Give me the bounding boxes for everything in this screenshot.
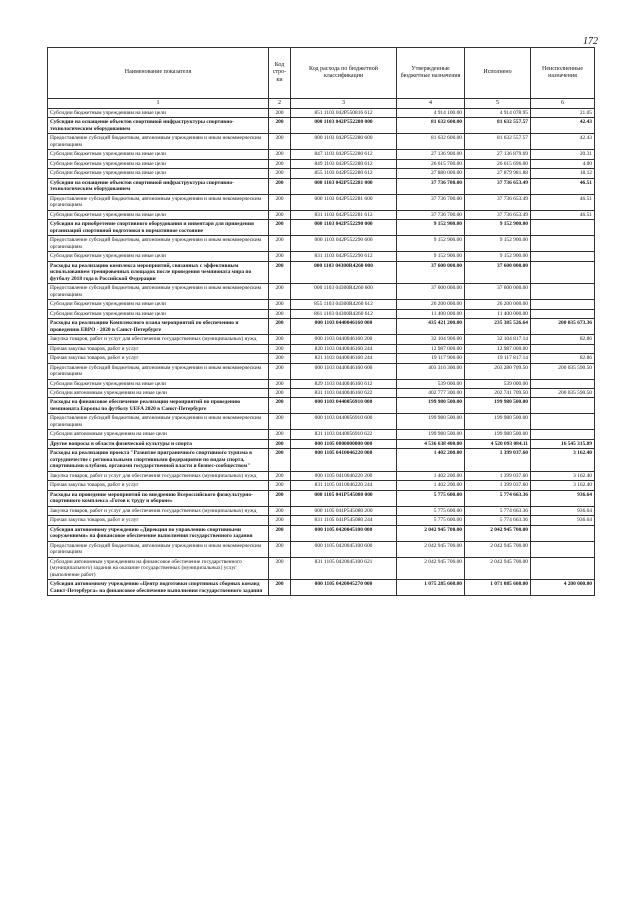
- header-approved: Утвержденные бюджетные назначения: [397, 48, 465, 99]
- table-row: [48, 118, 595, 134]
- row-executed: 11 400 000.00: [465, 309, 531, 318]
- row-approved: 402 777 300.00: [397, 388, 465, 397]
- row-line-code: 200: [269, 541, 291, 557]
- row-approved: 9 152 900.00: [397, 236, 465, 252]
- row-name: Субсидии бюджетным учреждениям на иные цели: [48, 150, 269, 159]
- table-row: [48, 363, 595, 379]
- row-executed: 2 042 945 700.00: [465, 541, 531, 557]
- row-executed: 2 042 945 700.00: [465, 557, 531, 579]
- row-classification-code: 000 1103 042P552290 000: [291, 220, 397, 236]
- row-classification-code: 000 1105 0000000000 000: [291, 439, 397, 448]
- row-unexecuted: 200 035 590.50: [531, 388, 595, 397]
- row-line-code: 200: [269, 379, 291, 388]
- table-row: [48, 134, 595, 150]
- row-executed: 539 000.00: [465, 379, 531, 388]
- row-executed: 27 879 981.88: [465, 169, 531, 178]
- column-number: 3: [291, 99, 397, 109]
- row-approved: 1 402 200.00: [397, 481, 465, 490]
- row-classification-code: 849 1103 042P552280 612: [291, 159, 397, 168]
- row-name: Субсидии бюджетным учреждениям на иные цели: [48, 379, 269, 388]
- row-executed: 37 736 653.49: [465, 178, 531, 194]
- row-name: Предоставление субсидий бюджетным, автономным учреждениям и иным некоммерческим организациям: [48, 284, 269, 300]
- row-line-code: 200: [269, 309, 291, 318]
- row-approved: 37 736 700.00: [397, 194, 465, 210]
- row-name: Субсидия на приобретение спортивного оборудования и инвентаря для приведения организаций спортивной подготовки в нормативное состояние: [48, 220, 269, 236]
- row-line-code: 200: [269, 516, 291, 525]
- row-classification-code: 851 1103 042P550816 612: [291, 109, 397, 118]
- row-classification-code: 000 1105 0410046220 200: [291, 471, 397, 480]
- row-line-code: 200: [269, 220, 291, 236]
- row-line-code: 200: [269, 159, 291, 168]
- row-unexecuted: [531, 398, 595, 414]
- table-row: [48, 414, 595, 430]
- row-executed: 1 399 037.60: [465, 481, 531, 490]
- row-line-code: 200: [269, 481, 291, 490]
- table-row: [48, 471, 595, 480]
- table-row: [48, 150, 595, 159]
- row-line-code: 200: [269, 109, 291, 118]
- table-row: [48, 309, 595, 318]
- row-line-code: 200: [269, 414, 291, 430]
- row-executed: 37 736 653.49: [465, 194, 531, 210]
- row-line-code: 200: [269, 525, 291, 541]
- row-unexecuted: 936.64: [531, 490, 595, 506]
- table-row: [48, 220, 595, 236]
- row-name: Закупка товаров, работ и услуг для обеспечения государственных (муниципальных) нужд: [48, 471, 269, 480]
- row-name: Расходы на финансовое обеспечение реализации мероприятий по проведению чемпионата Европы по футболу UEFA 2020 в Санкт-Петербурге: [48, 398, 269, 414]
- row-approved: 2 042 945 700.00: [397, 525, 465, 541]
- row-name: Предоставление субсидий бюджетным, автономным учреждениям и иным некоммерческим организациям: [48, 363, 269, 379]
- row-line-code: 200: [269, 134, 291, 150]
- row-line-code: 200: [269, 261, 291, 283]
- row-name: Субсидии автономным учреждениям на иные цели: [48, 430, 269, 439]
- row-line-code: 200: [269, 284, 291, 300]
- row-approved: 5 775 600.00: [397, 490, 465, 506]
- row-classification-code: 831 1105 0420045100 621: [291, 557, 397, 579]
- row-unexecuted: [531, 284, 595, 300]
- row-name: Субсидии бюджетным учреждениям на иные цели: [48, 252, 269, 261]
- row-line-code: 200: [269, 178, 291, 194]
- row-approved: 12 987 000.00: [397, 344, 465, 353]
- table-row: [48, 300, 595, 309]
- row-executed: 2 042 945 700.00: [465, 525, 531, 541]
- row-classification-code: 000 1103 0440056910 600: [291, 414, 397, 430]
- table-row: [48, 398, 595, 414]
- row-line-code: 200: [269, 557, 291, 579]
- row-approved: 37 600 000.00: [397, 284, 465, 300]
- column-number: 1: [48, 99, 269, 109]
- row-name: Субсидии на оснащение объектов спортивной инфраструктуры спортивно-технологическим оборудованием: [48, 118, 269, 134]
- row-unexecuted: [531, 541, 595, 557]
- row-name: Субсидии бюджетным учреждениям на иные цели: [48, 300, 269, 309]
- row-executed: 235 385 526.64: [465, 319, 531, 335]
- table-row: [48, 557, 595, 579]
- row-approved: 32 104 900.00: [397, 335, 465, 344]
- row-unexecuted: [531, 261, 595, 283]
- row-classification-code: 000 1103 042P552280 000: [291, 118, 397, 134]
- row-classification-code: 855 1103 04300R4260 612: [291, 300, 397, 309]
- table-row: [48, 379, 595, 388]
- row-executed: 37 736 653.49: [465, 210, 531, 219]
- table-row: [48, 178, 595, 194]
- column-number-row: [48, 99, 595, 109]
- row-executed: 26 200 000.00: [465, 300, 531, 309]
- row-classification-code: 000 1105 041P545080 000: [291, 490, 397, 506]
- row-name: Субсидии на оснащение объектов спортивной инфраструктуры спортивно-технологическим оборудованием: [48, 178, 269, 194]
- row-executed: 19 117 817.14: [465, 354, 531, 363]
- header-unexecuted: Неисполненные назначения: [531, 48, 595, 99]
- row-executed: 1 071 085 600.00: [465, 580, 531, 596]
- table-row: [48, 388, 595, 397]
- table-row: [48, 541, 595, 557]
- table-row: [48, 344, 595, 353]
- row-name: Субсидии автономным учреждениям на финансовое обеспечение государственного (муниципального) задания на оказание государственных (муниципальных) услуг (выполнение работ): [48, 557, 269, 579]
- row-unexecuted: 21.05: [531, 109, 595, 118]
- row-approved: 9 152 900.00: [397, 252, 465, 261]
- row-classification-code: 000 1103 042P552281 000: [291, 178, 397, 194]
- row-unexecuted: 4.00: [531, 159, 595, 168]
- row-unexecuted: 936.64: [531, 516, 595, 525]
- row-executed: 27 136 879.69: [465, 150, 531, 159]
- row-classification-code: 000 1103 042P552280 600: [291, 134, 397, 150]
- row-classification-code: 000 1105 0420045100 600: [291, 541, 397, 557]
- row-executed: 199 980 500.00: [465, 414, 531, 430]
- table-row: [48, 525, 595, 541]
- row-approved: 5 775 600.00: [397, 516, 465, 525]
- row-executed: 1 399 037.60: [465, 449, 531, 471]
- row-classification-code: 831 1103 042P552290 612: [291, 252, 397, 261]
- row-approved: 4 536 638 400.00: [397, 439, 465, 448]
- row-classification-code: 855 1103 042P552280 612: [291, 169, 397, 178]
- row-classification-code: 000 1103 0440046160 600: [291, 363, 397, 379]
- row-name: Предоставление субсидий бюджетным, автономным учреждениям и иным некоммерческим организациям: [48, 194, 269, 210]
- row-classification-code: 000 1103 04300R4260 000: [291, 261, 397, 283]
- row-unexecuted: 82.86: [531, 335, 595, 344]
- row-unexecuted: 46.51: [531, 194, 595, 210]
- row-approved: 9 152 900.00: [397, 220, 465, 236]
- row-approved: 199 980 500.00: [397, 414, 465, 430]
- row-name: Расходы на реализацию комплекса мероприятий, связанных с эффективным использованием тренировочных площадок после проведения чемпионата мира по футболу 2018 года в Российской Федерации: [48, 261, 269, 283]
- row-unexecuted: [531, 300, 595, 309]
- header-classification-code: Код расхода по бюджетной классификации: [291, 48, 397, 99]
- table-row: [48, 210, 595, 219]
- row-classification-code: 831 1105 041P545080 244: [291, 516, 397, 525]
- table-body: [48, 109, 595, 596]
- row-executed: 26 615 696.00: [465, 159, 531, 168]
- row-unexecuted: 200 035 590.50: [531, 363, 595, 379]
- row-classification-code: 000 1103 042P552281 600: [291, 194, 397, 210]
- row-unexecuted: 3 162.40: [531, 471, 595, 480]
- row-line-code: 200: [269, 150, 291, 159]
- row-classification-code: 000 1103 04300R4260 600: [291, 284, 397, 300]
- table-row: [48, 506, 595, 515]
- row-classification-code: 000 1105 041P545080 200: [291, 506, 397, 515]
- row-classification-code: 000 1103 0440046160 200: [291, 335, 397, 344]
- row-classification-code: 831 1103 042P552281 612: [291, 210, 397, 219]
- row-executed: 9 152 900.00: [465, 220, 531, 236]
- row-approved: 4 914 100.00: [397, 109, 465, 118]
- row-line-code: 200: [269, 439, 291, 448]
- row-approved: 2 042 945 700.00: [397, 557, 465, 579]
- row-name: Субсидии бюджетным учреждениям на иные цели: [48, 159, 269, 168]
- row-executed: 81 632 557.57: [465, 134, 531, 150]
- row-line-code: 200: [269, 580, 291, 596]
- row-name: Предоставление субсидий бюджетным, автономным учреждениям и иным некоммерческим организациям: [48, 236, 269, 252]
- row-classification-code: 000 1105 0420045100 000: [291, 525, 397, 541]
- row-line-code: 200: [269, 354, 291, 363]
- row-approved: 1 402 200.00: [397, 471, 465, 480]
- row-unexecuted: 42.43: [531, 118, 595, 134]
- page-number: 172: [583, 36, 598, 47]
- row-unexecuted: 16 545 315.89: [531, 439, 595, 448]
- row-line-code: 200: [269, 388, 291, 397]
- table-row: [48, 335, 595, 344]
- row-name: Расходы на реализацию Комплексного плана мероприятий по обеспечению и проведению ЕВРО - 2020 в Санкт-Петербурге: [48, 319, 269, 335]
- row-name: Закупка товаров, работ и услуг для обеспечения государственных (муниципальных) нужд: [48, 335, 269, 344]
- row-approved: 5 775 600.00: [397, 506, 465, 515]
- row-unexecuted: 20.31: [531, 150, 595, 159]
- column-number: 6: [531, 99, 595, 109]
- row-unexecuted: 3 162.40: [531, 481, 595, 490]
- row-line-code: 200: [269, 398, 291, 414]
- row-line-code: 200: [269, 490, 291, 506]
- header-indicator-name: Наименование показателя: [48, 48, 269, 99]
- table-row: [48, 354, 595, 363]
- row-name: Прочая закупка товаров, работ и услуг: [48, 354, 269, 363]
- row-approved: 37 600 000.00: [397, 261, 465, 283]
- row-approved: 2 042 945 700.00: [397, 541, 465, 557]
- row-executed: 4 914 078.95: [465, 109, 531, 118]
- row-unexecuted: 46.51: [531, 178, 595, 194]
- row-name: Субсидии бюджетным учреждениям на иные цели: [48, 309, 269, 318]
- budget-execution-table: [47, 47, 595, 596]
- column-number: 4: [397, 99, 465, 109]
- header-executed: Исполнено: [465, 48, 531, 99]
- row-classification-code: 000 1105 0420045270 000: [291, 580, 397, 596]
- row-executed: 199 980 500.00: [465, 398, 531, 414]
- row-name: Субсидия автономному учреждению «Дирекция по управлению спортивными сооружениями» на финансовое обеспечение выполнения государственного задания: [48, 525, 269, 541]
- row-name: Субсидии бюджетным учреждениям на иные цели: [48, 210, 269, 219]
- table-row: [48, 516, 595, 525]
- table-row: [48, 109, 595, 118]
- row-classification-code: 831 1105 0410046220 244: [291, 481, 397, 490]
- table-row: [48, 159, 595, 168]
- row-unexecuted: [531, 252, 595, 261]
- row-approved: 435 421 200.00: [397, 319, 465, 335]
- row-unexecuted: 46.51: [531, 210, 595, 219]
- row-approved: 539 000.00: [397, 379, 465, 388]
- row-approved: 1 075 285 600.00: [397, 580, 465, 596]
- row-approved: 11 400 000.00: [397, 309, 465, 318]
- row-executed: 12 987 000.00: [465, 344, 531, 353]
- row-unexecuted: [531, 557, 595, 579]
- row-classification-code: 820 1103 0440046160 244: [291, 344, 397, 353]
- row-executed: 9 152 900.00: [465, 236, 531, 252]
- row-line-code: 200: [269, 449, 291, 471]
- row-approved: 27 136 900.00: [397, 150, 465, 159]
- row-unexecuted: 4 200 000.00: [531, 580, 595, 596]
- row-unexecuted: [531, 414, 595, 430]
- table-row: [48, 481, 595, 490]
- row-line-code: 200: [269, 430, 291, 439]
- row-unexecuted: [531, 236, 595, 252]
- row-approved: 26 200 000.00: [397, 300, 465, 309]
- row-unexecuted: [531, 309, 595, 318]
- row-executed: 37 600 000.00: [465, 261, 531, 283]
- row-line-code: 200: [269, 194, 291, 210]
- table-row: [48, 194, 595, 210]
- row-line-code: 200: [269, 319, 291, 335]
- row-unexecuted: [531, 344, 595, 353]
- row-approved: 199 980 500.00: [397, 430, 465, 439]
- table-row: [48, 319, 595, 335]
- row-line-code: 200: [269, 506, 291, 515]
- row-line-code: 200: [269, 169, 291, 178]
- row-classification-code: 829 1103 0440046160 612: [291, 379, 397, 388]
- row-executed: 5 774 663.36: [465, 506, 531, 515]
- row-unexecuted: 936.64: [531, 506, 595, 515]
- table-row: [48, 430, 595, 439]
- row-approved: 37 736 700.00: [397, 178, 465, 194]
- row-approved: 27 880 000.00: [397, 169, 465, 178]
- row-unexecuted: [531, 379, 595, 388]
- row-classification-code: 847 1103 042P552280 612: [291, 150, 397, 159]
- row-executed: 9 152 900.00: [465, 252, 531, 261]
- row-unexecuted: [531, 525, 595, 541]
- row-classification-code: 000 1105 0410046220 000: [291, 449, 397, 471]
- row-name: Другие вопросы в области физической культуры и спорта: [48, 439, 269, 448]
- row-approved: 1 402 200.00: [397, 449, 465, 471]
- row-line-code: 200: [269, 363, 291, 379]
- row-unexecuted: [531, 430, 595, 439]
- row-unexecuted: 82.86: [531, 354, 595, 363]
- column-number: 2: [269, 99, 291, 109]
- row-executed: 4 520 093 084.11: [465, 439, 531, 448]
- table-row: [48, 580, 595, 596]
- row-line-code: 200: [269, 210, 291, 219]
- row-line-code: 200: [269, 335, 291, 344]
- row-classification-code: 861 1103 04300R4260 612: [291, 309, 397, 318]
- row-line-code: 200: [269, 236, 291, 252]
- row-approved: 199 980 500.00: [397, 398, 465, 414]
- row-name: Предоставление субсидий бюджетным, автономным учреждениям и иным некоммерческим организациям: [48, 541, 269, 557]
- row-line-code: 200: [269, 300, 291, 309]
- row-executed: 5 774 663.36: [465, 490, 531, 506]
- row-executed: 202 741 709.50: [465, 388, 531, 397]
- table-row: [48, 252, 595, 261]
- row-name: Субсидия автономному учреждению «Центр подготовки спортивных сборных команд Санкт-Петербурга» на финансовое обеспечение выполнения государственного задания: [48, 580, 269, 596]
- row-unexecuted: 42.43: [531, 134, 595, 150]
- row-line-code: 200: [269, 252, 291, 261]
- row-executed: 5 774 663.36: [465, 516, 531, 525]
- row-line-code: 200: [269, 118, 291, 134]
- row-name: Расходы на проведение мероприятий по внедрению Всероссийского физкультурно-спортивного комплекса «Готов к труду и обороне»: [48, 490, 269, 506]
- row-line-code: 200: [269, 471, 291, 480]
- row-classification-code: 831 1103 0440046160 622: [291, 388, 397, 397]
- row-approved: 26 615 700.00: [397, 159, 465, 168]
- table-row: [48, 169, 595, 178]
- row-executed: 37 600 000.00: [465, 284, 531, 300]
- row-executed: 1 399 037.60: [465, 471, 531, 480]
- table-row: [48, 439, 595, 448]
- row-name: Прочая закупка товаров, работ и услуг: [48, 516, 269, 525]
- row-unexecuted: 3 162.40: [531, 449, 595, 471]
- row-classification-code: 831 1103 0440056910 622: [291, 430, 397, 439]
- row-unexecuted: 200 035 673.36: [531, 319, 595, 335]
- row-executed: 199 980 500.00: [465, 430, 531, 439]
- row-name: Предоставление субсидий бюджетным, автономным учреждениям и иным некоммерческим организациям: [48, 414, 269, 430]
- row-approved: 81 632 600.00: [397, 134, 465, 150]
- table-row: [48, 284, 595, 300]
- row-approved: 37 736 700.00: [397, 210, 465, 219]
- row-name: Субсидии бюджетным учреждениям на иные цели: [48, 169, 269, 178]
- column-number: 5: [465, 99, 531, 109]
- row-name: Предоставление субсидий бюджетным, автономным учреждениям и иным некоммерческим организациям: [48, 134, 269, 150]
- row-unexecuted: [531, 220, 595, 236]
- row-name: Субсидии бюджетным учреждениям на иные цели: [48, 109, 269, 118]
- row-classification-code: 000 1103 0440046160 000: [291, 319, 397, 335]
- table-row: [48, 236, 595, 252]
- row-executed: 203 280 709.50: [465, 363, 531, 379]
- header-line-code: Код стро-ки: [269, 48, 291, 99]
- row-executed: 81 632 557.57: [465, 118, 531, 134]
- row-name: Расходы на реализацию проекта "Развитие приграничного спортивного туризма в сотрудничестве с региональными спортивными федерациями по видам спорта, спортивными клубами, органами государственной власти и бизнес-сообществом": [48, 449, 269, 471]
- table-header-row: [48, 48, 595, 99]
- table-row: [48, 449, 595, 471]
- row-classification-code: 000 1103 0440056910 000: [291, 398, 397, 414]
- table-row: [48, 490, 595, 506]
- row-approved: 19 117 900.00: [397, 354, 465, 363]
- row-name: Закупка товаров, работ и услуг для обеспечения государственных (муниципальных) нужд: [48, 506, 269, 515]
- row-approved: 81 632 600.00: [397, 118, 465, 134]
- row-classification-code: 000 1103 042P552290 600: [291, 236, 397, 252]
- row-name: Субсидии автономным учреждениям на иные цели: [48, 388, 269, 397]
- row-line-code: 200: [269, 344, 291, 353]
- row-name: Прочая закупка товаров, работ и услуг: [48, 344, 269, 353]
- row-name: Прочая закупка товаров, работ и услуг: [48, 481, 269, 490]
- row-approved: 403 316 300.00: [397, 363, 465, 379]
- row-executed: 32 104 817.14: [465, 335, 531, 344]
- table-row: [48, 261, 595, 283]
- row-classification-code: 821 1103 0440046160 244: [291, 354, 397, 363]
- row-unexecuted: 18.12: [531, 169, 595, 178]
